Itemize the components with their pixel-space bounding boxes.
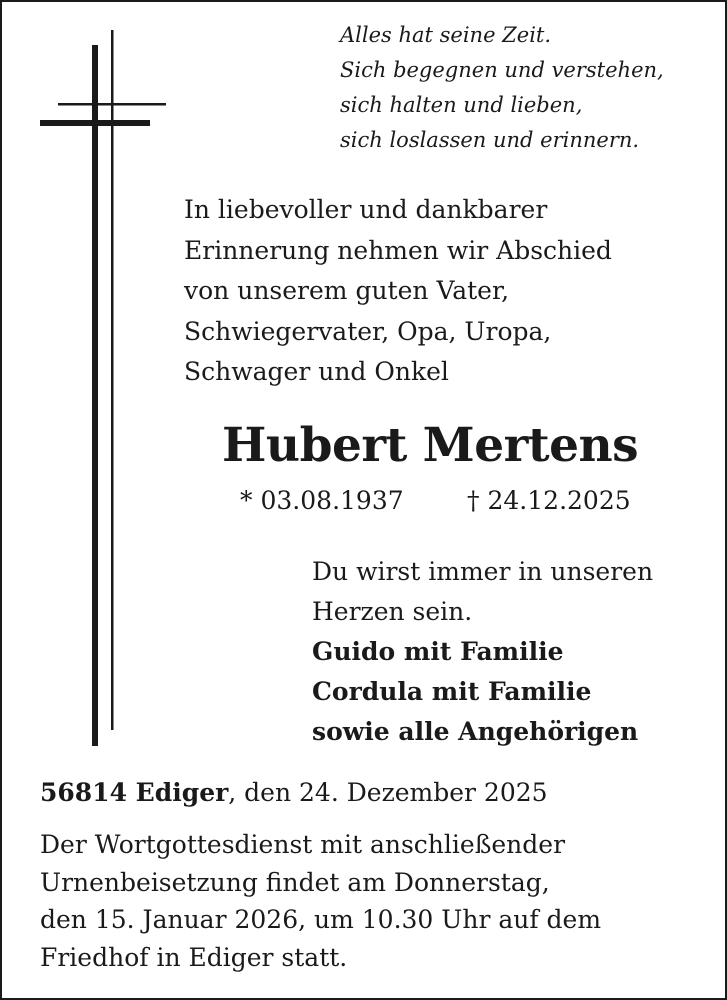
service-notice xyxy=(40,826,601,976)
closing-message-line: Du wirst immer in unseren xyxy=(312,557,654,586)
closing-message-line: Herzen sein. xyxy=(312,597,473,626)
service-line: Urnenbeisetzung findet am Donnerstag, xyxy=(40,867,550,897)
intro-line: Schwiegervater, Opa, Uropa, xyxy=(184,316,552,346)
signatory: sowie alle Angehörigen xyxy=(312,717,639,746)
intro-line: von unserem guten Vater, xyxy=(184,276,510,305)
death-date-line xyxy=(467,482,631,520)
cross-main-vertical xyxy=(92,45,98,746)
death-date: 24.12.2025 xyxy=(487,486,631,515)
birth-date: 03.08.1937 xyxy=(260,486,404,515)
cross-thin-horizontal xyxy=(58,103,166,106)
date-text: , den 24. Dezember 2025 xyxy=(228,778,548,807)
service-line: den 15. Januar 2026, um 10.30 Uhr auf dem xyxy=(40,905,602,934)
birth-symbol: * xyxy=(240,486,253,515)
closing-block xyxy=(312,552,653,752)
cross-thin-vertical xyxy=(111,30,114,730)
signatory: Guido mit Familie xyxy=(312,637,564,666)
place-date-line xyxy=(40,773,548,813)
death-symbol: † xyxy=(467,486,480,515)
birth-date-line xyxy=(240,482,404,520)
intro-line: Erinnerung nehmen wir Abschied xyxy=(184,235,612,265)
service-line: Der Wortgottesdienst mit anschließender xyxy=(40,830,566,859)
service-line: Friedhof in Ediger statt. xyxy=(40,942,348,972)
poem-line: Alles hat seine Zeit. xyxy=(340,23,552,47)
signatory: Cordula mit Familie xyxy=(312,677,592,706)
cross-main-horizontal xyxy=(40,120,150,126)
poem-line: sich halten und lieben, xyxy=(340,93,583,117)
place-name: 56814 Ediger xyxy=(40,778,229,807)
poem-line: sich loslassen und erinnern. xyxy=(340,128,640,152)
poem-line: Sich begegnen und verstehen, xyxy=(340,58,664,82)
intro-line: In liebevoller und dankbarer xyxy=(184,195,548,224)
poem xyxy=(340,18,664,158)
intro-text xyxy=(184,190,612,393)
deceased-name: Hubert Mertens xyxy=(222,418,639,473)
intro-line: Schwager und Onkel xyxy=(184,357,449,386)
